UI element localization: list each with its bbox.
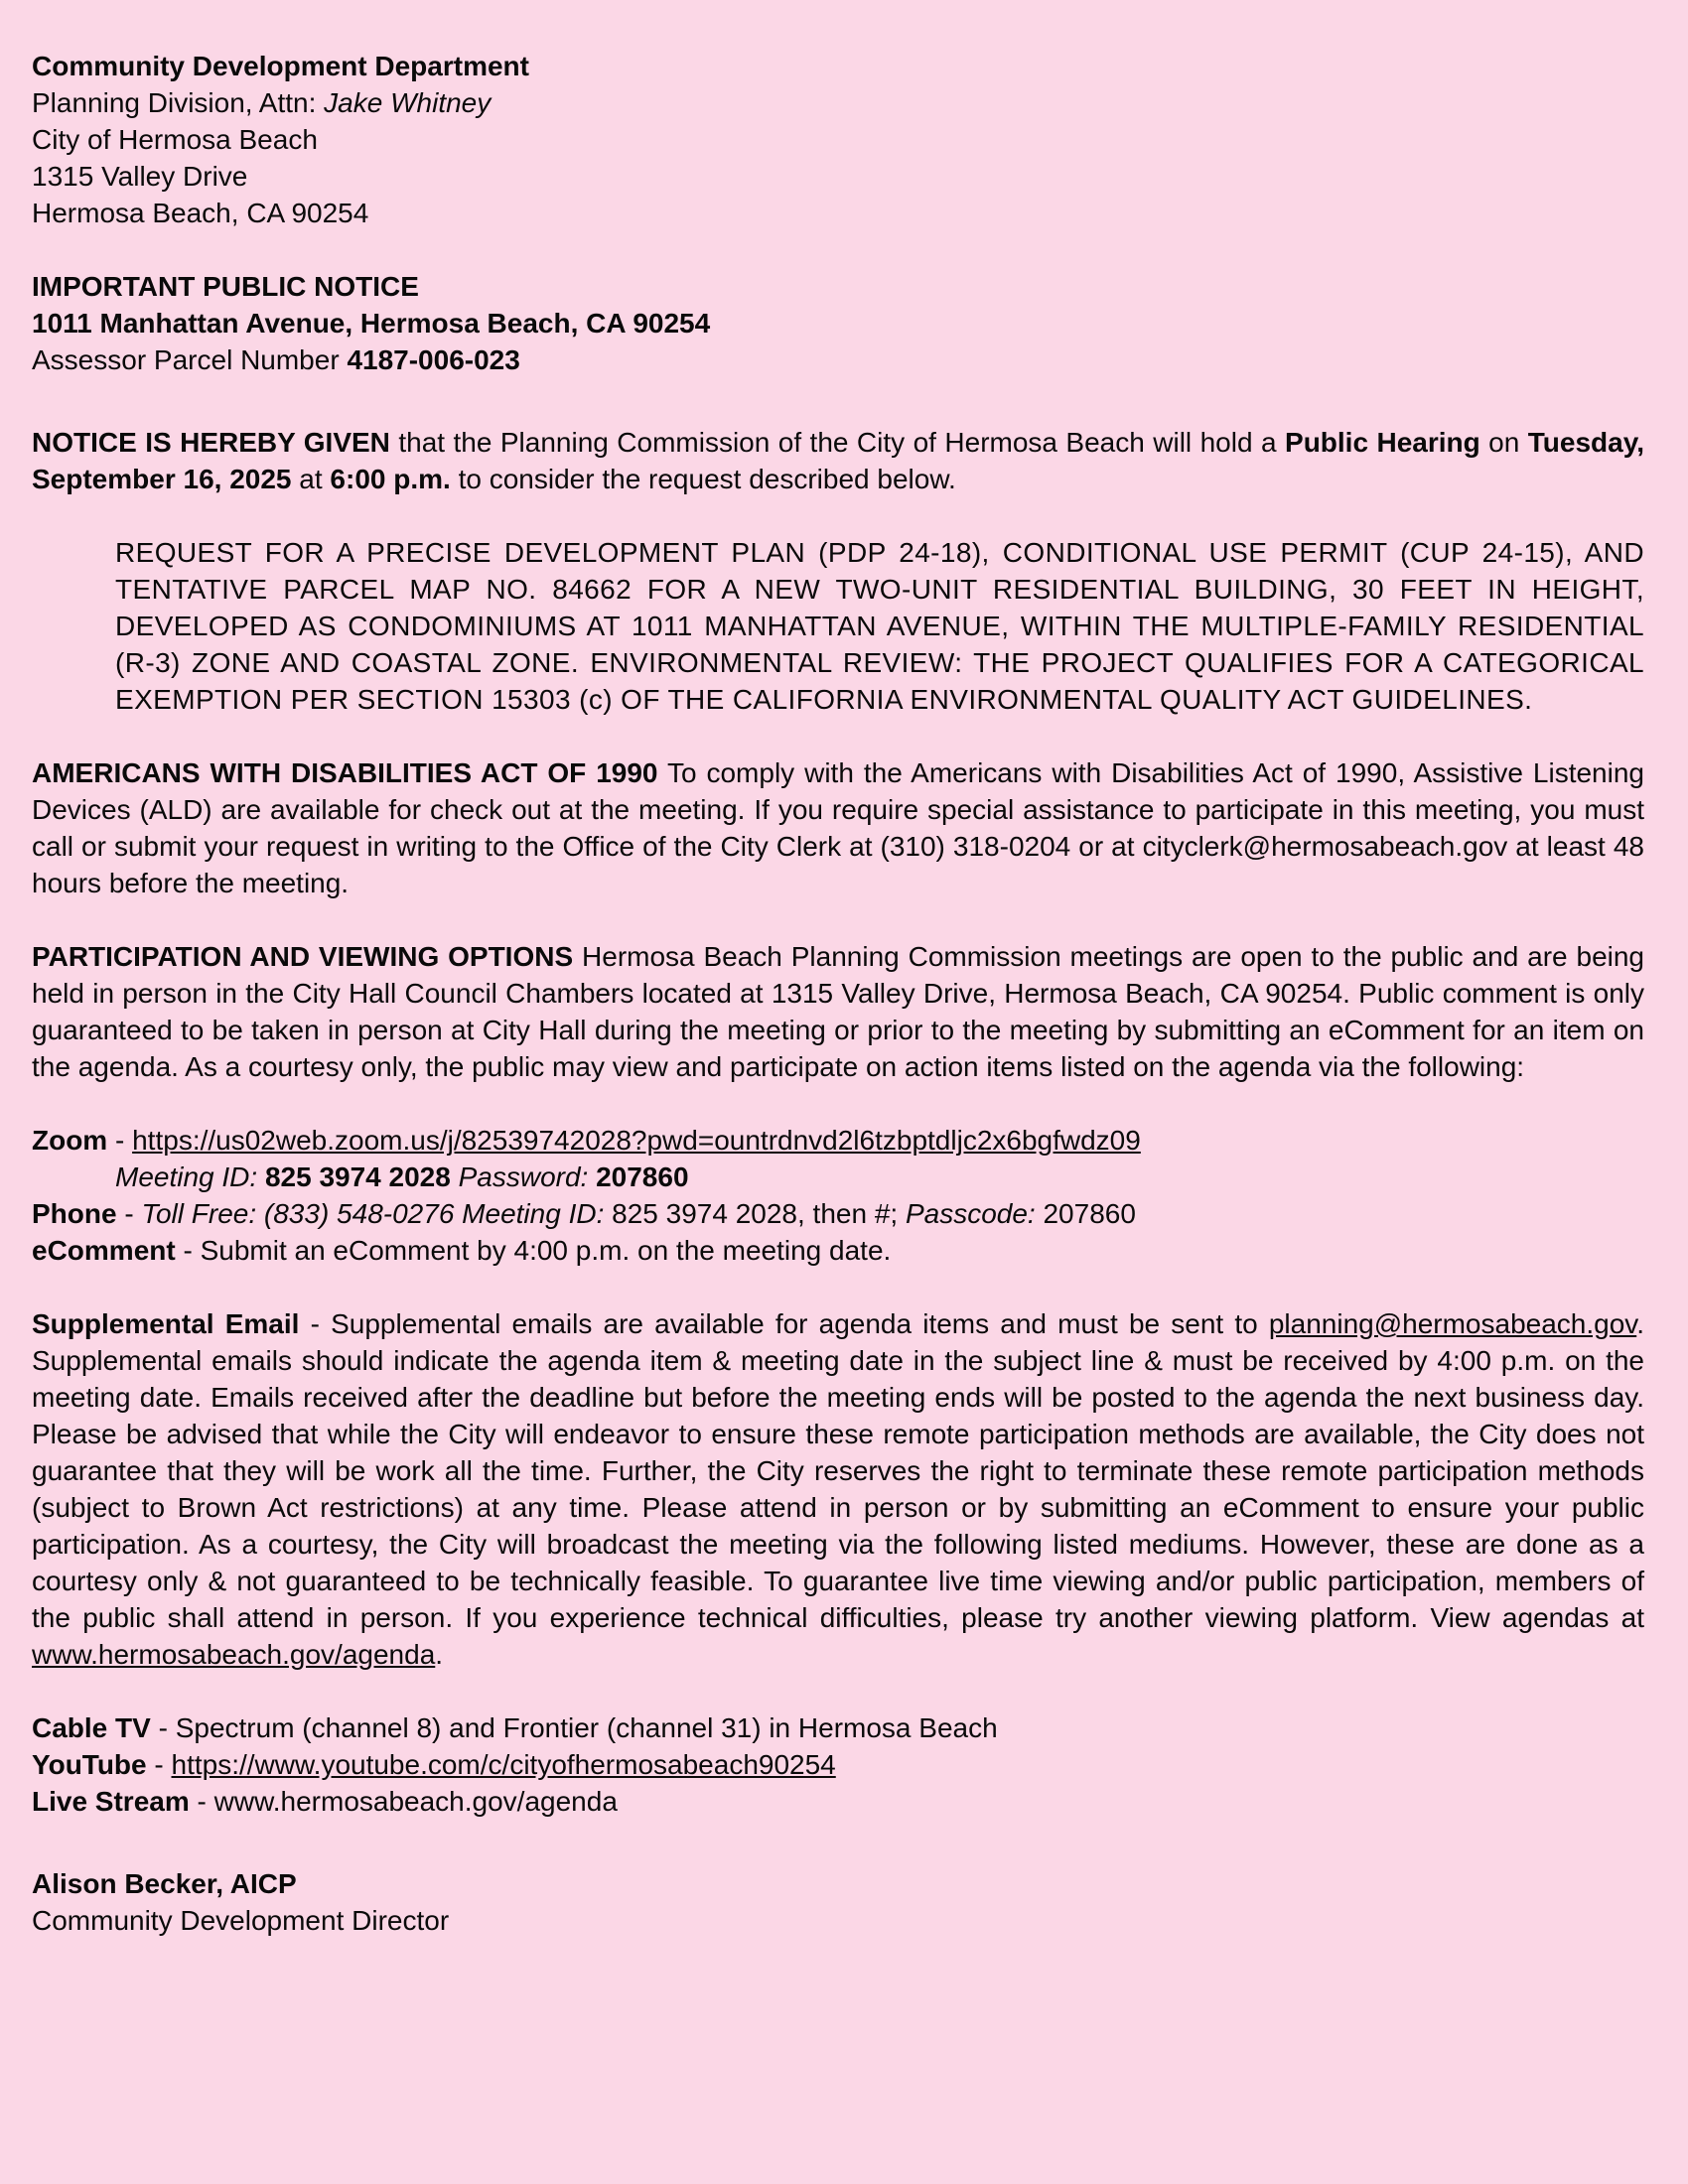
text-run: -: [116, 1198, 142, 1229]
phone-line: [32, 1195, 1644, 1232]
property-address: 1011 Manhattan Avenue, Hermosa Beach, CA 90254: [32, 308, 711, 339]
supplemental-email-heading: Supplemental Email: [32, 1308, 300, 1339]
participation-paragraph: [32, 938, 1644, 1085]
notice-given-label: NOTICE IS HEREBY GIVEN: [32, 427, 390, 458]
text-run: that the Planning Commission of the City of Hermosa Beach will hold a: [389, 427, 1286, 458]
text-run: . Supplemental emails should indicate the agenda item & meeting date in the subject line & must be received by 4:00 p.m. on the meeting date. Emails received after the deadline but before the meeting ends will be posted to the agenda the next business day. Please be advised that while the City will endeavor to ensure these remote participation methods are available, the City does not guarantee that they will be work all the time. Further, the City reserves the right to terminate these remote participation methods (subject to Brown Act restrictions) at any time. Please attend in person or by submitting an eComment to ensure your public participation. As a courtesy, the City will broadcast the meeting via the following listed mediums. However, these are done as a courtesy only & not guaranteed to be technically feasible. To guarantee live time viewing and/or public participation, members of the public shall attend in person. If you experience technical difficulties, please try another viewing platform. View agendas at: [32, 1308, 1644, 1633]
cable-tv-line: [32, 1709, 1644, 1746]
hearing-time: 6:00 p.m.: [330, 464, 451, 494]
parcel-label: Assessor Parcel Number: [32, 344, 348, 375]
city-state-zip-line: Hermosa Beach, CA 90254: [32, 198, 369, 228]
passcode-label: Passcode:: [905, 1198, 1044, 1229]
attn-label: Planning Division, Attn:: [32, 87, 325, 118]
toll-free-number: Toll Free: (833) 548-0276: [141, 1198, 463, 1229]
live-stream-line: [32, 1783, 1644, 1820]
text-run: - Supplemental emails are available for agenda items and must be sent to: [299, 1308, 1269, 1339]
hearing-paragraph: [32, 424, 1644, 497]
agenda-link[interactable]: www.hermosabeach.gov/agenda: [32, 1639, 436, 1670]
text-run: on: [1479, 427, 1528, 458]
ada-heading: AMERICANS WITH DISABILITIES ACT OF 1990: [32, 757, 658, 788]
city-line: City of Hermosa Beach: [32, 124, 318, 155]
planning-email-link[interactable]: planning@hermosabeach.gov: [1268, 1308, 1637, 1339]
street-line: 1315 Valley Drive: [32, 161, 248, 192]
parcel-line: [32, 341, 1644, 378]
supplemental-email-paragraph: [32, 1305, 1644, 1673]
ecomment-label: eComment: [32, 1235, 176, 1266]
text-run: at: [291, 464, 331, 494]
remote-access-block: [32, 1122, 1644, 1269]
phone-meeting-id-value: 825 3974 2028, then #;: [612, 1198, 906, 1229]
youtube-line: [32, 1746, 1644, 1783]
text-run: - Spectrum (channel 8) and Frontier (channel 31) in Hermosa Beach: [150, 1712, 998, 1743]
youtube-link[interactable]: https://www.youtube.com/c/cityofhermosabeach90254: [171, 1749, 836, 1780]
signature-name: Alison Becker, AICP: [32, 1868, 297, 1899]
department-name: Community Development Department: [32, 51, 529, 81]
attn-name: Jake Whitney: [324, 87, 492, 118]
meeting-id-line: [115, 1159, 1644, 1195]
ecomment-line: [32, 1232, 1644, 1269]
text-run: -: [107, 1125, 133, 1156]
meeting-id-label: Meeting ID:: [115, 1161, 265, 1192]
passcode-value: 207860: [1043, 1198, 1136, 1229]
participation-heading: PARTICIPATION AND VIEWING OPTIONS: [32, 941, 574, 972]
phone-meeting-id-label: Meeting ID:: [462, 1198, 613, 1229]
sender-address-block: [32, 48, 1644, 231]
text-run: .: [435, 1639, 444, 1670]
attn-line: [32, 84, 1644, 121]
ada-paragraph: [32, 754, 1644, 901]
live-stream-label: Live Stream: [32, 1786, 190, 1817]
public-hearing-label: Public Hearing: [1285, 427, 1480, 458]
youtube-label: YouTube: [32, 1749, 147, 1780]
password-value: 207860: [596, 1161, 689, 1192]
zoom-line: [32, 1122, 1644, 1159]
live-stream-url: - www.hermosabeach.gov/agenda: [189, 1786, 618, 1817]
phone-label: Phone: [32, 1198, 117, 1229]
broadcast-block: [32, 1709, 1644, 1820]
text-run: - Submit an eComment by 4:00 p.m. on the meeting date.: [175, 1235, 892, 1266]
meeting-id-value: 825 3974 2028: [264, 1161, 459, 1192]
zoom-label: Zoom: [32, 1125, 108, 1156]
zoom-meeting-link[interactable]: https://us02web.zoom.us/j/82539742028?pwd=ountrdnvd2l6tzbptdljc2x6bgfwdz09: [132, 1125, 1141, 1156]
text-run: Hermosa Beach Planning Commission meetings are open to the public and are being held in person in the City Hall Council Chambers located at 1315 Valley Drive, Hermosa Beach, CA 90254. Public comment is only guaranteed to be taken in person at City Hall during the meeting or prior to the meeting by submitting an eComment for an item on the agenda. As a courtesy only, the public may view and participate on action items listed on the agenda via the following:: [32, 941, 1645, 1082]
text-run: -: [146, 1749, 172, 1780]
notice-title: IMPORTANT PUBLIC NOTICE: [32, 271, 419, 302]
notice-heading-block: [32, 268, 1644, 378]
text-run: to consider the request described below.: [450, 464, 956, 494]
parcel-number: 4187-006-023: [347, 344, 520, 375]
request-description-paragraph: REQUEST FOR A PRECISE DEVELOPMENT PLAN (PDP 24-18), CONDITIONAL USE PERMIT (CUP 24-15), AND TENTATIVE PARCEL MAP NO. 84662 FOR A NEW TWO-UNIT RESIDENTIAL BUILDING, 30 FEET IN HEIGHT, DEVELOPED AS CONDOMINIUMS AT 1011 MANHATTAN AVENUE, WITHIN THE MULTIPLE-FAMILY RESIDENTIAL (R-3) ZONE AND COASTAL ZONE. ENVIRONMENTAL REVIEW: THE PROJECT QUALIFIES FOR A CATEGORICAL EXEMPTION PER SECTION 15303 (c) OF THE CALIFORNIA ENVIRONMENTAL QUALITY ACT GUIDELINES.: [115, 537, 1644, 715]
signature-title: Community Development Director: [32, 1905, 450, 1936]
cable-tv-label: Cable TV: [32, 1712, 151, 1743]
signature-block: [32, 1865, 1644, 1939]
password-label: Password:: [458, 1161, 597, 1192]
text-run: To comply with the Americans with Disabilities Act of 1990, Assistive Listening Devices (ALD) are available for check out at the meeting. If you require special assistance to participate in this meeting, you must call or submit your request in writing to the Office of the City Clerk at (310) 318-0204 or at cityclerk@hermosabeach.gov at least 48 hours before the meeting.: [32, 757, 1644, 898]
hearing-date: Tuesday, September 16, 2025: [32, 427, 1645, 494]
